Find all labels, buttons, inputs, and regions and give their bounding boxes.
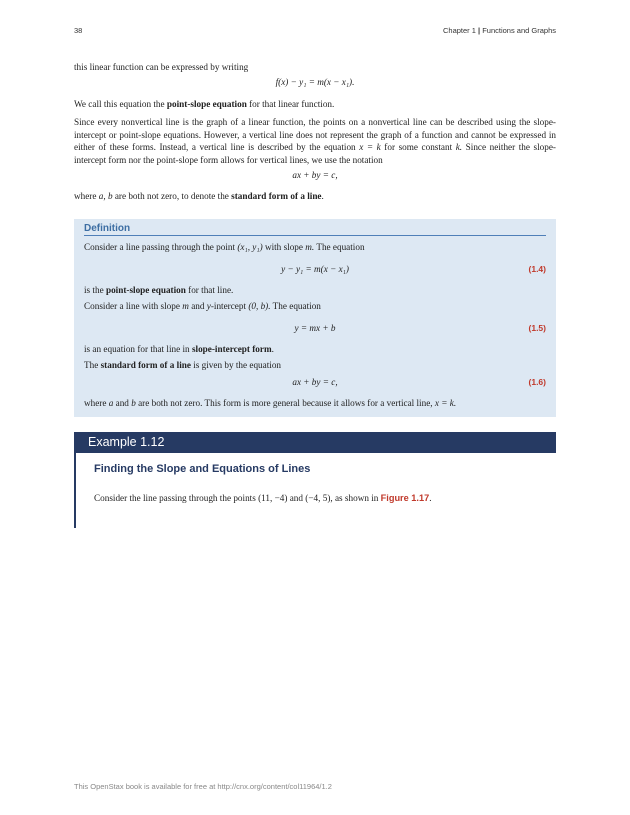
text: Consider a line with slope [84,301,183,311]
text: is the [84,285,106,295]
text: are both not zero, to denote the [112,191,232,201]
definition-equation [84,323,546,333]
text: for that line. [185,285,234,295]
text: . [429,493,432,503]
equation-number: (1.4) [528,264,546,274]
term-point-slope: point-slope equation [166,99,247,109]
text: Since every nonvertical line is the graph of a linear function, the points on a nonvertical line can be described using the slope-intercept or point-slope equations. However, a vertical line does not represent the graph of a function and cannot be expressed in either of these forms. Instead, a vertical line is described by the equation [74,117,556,152]
example-left-rule [74,453,76,528]
equation: y = mx + b [294,323,336,333]
text: for that linear function. [246,99,335,109]
term-standard-form: standard form of a line [231,191,322,201]
running-header [443,26,556,35]
equation-number: (1.5) [528,323,546,333]
math: (0, b). [248,301,271,311]
definition-line [84,285,546,295]
text: where [74,191,99,201]
math: m. [305,242,315,252]
text: The [84,360,101,370]
math: (x₁, y₁) [237,242,263,252]
header-separator: | [475,26,483,35]
math: a [108,398,114,408]
text: for some constant [380,142,456,152]
text: Consider a line passing through the point [84,242,238,252]
text: where [84,398,109,408]
paragraph-standard-form [74,190,556,203]
text: are both not zero. This form is more general because it allows for a vertical line, [135,398,435,408]
text: is an equation for that line in [84,344,192,354]
example-subtitle: Finding the Slope and Equations of Lines [94,463,311,475]
chapter-label: Chapter 1 [442,26,476,35]
chapter-title: Functions and Graphs [482,26,556,35]
definition-line [84,301,546,311]
math: x = k. [434,398,457,408]
paragraph-point-slope [74,98,556,111]
equation: ax + by = c, [292,377,338,387]
definition-line [84,360,546,370]
text: Since neither the slope-intercept form nor the point-slope form allows for vertical lines, we use the notation [74,142,556,165]
math: (−4, 5), [305,493,333,503]
intro-line [74,61,556,74]
text: . [321,191,324,201]
paragraph-vertical-line [74,116,556,166]
definition-equation [84,377,546,387]
math: x = k [359,142,381,152]
text: is given by the equation [190,360,282,370]
definition-box [74,219,556,417]
definition-equation [84,264,546,274]
example-label: Example 1.12 [88,435,165,449]
definition-title: Definition [84,223,546,236]
equation-point-slope: f(x) − y₁ = m(x − x₁). [275,77,355,87]
text: and [113,398,132,408]
text: Consider the line passing through the points [94,493,259,503]
math: b [131,398,136,408]
definition-line [84,344,546,354]
math: (11, −4) [258,493,288,503]
text: The equation [314,242,365,252]
intro-text: this linear function can be expressed by writing [74,62,249,72]
math: a, b [98,191,113,201]
text: and [188,301,207,311]
example-header [74,432,556,453]
term: standard form of a line [100,360,191,370]
equation-number: (1.6) [528,377,546,387]
text: We call this equation the [74,99,167,109]
math: k. [455,142,463,152]
math: y [206,301,211,311]
term: point-slope equation [105,285,186,295]
math: m [182,301,189,311]
figure-link[interactable]: Figure 1.17 [380,493,430,503]
text: The equation [270,301,321,311]
equation-standard: ax + by = c, [292,170,338,180]
definition-line [84,398,546,408]
footer-note: This OpenStax book is available for free at http://cnx.org/content/col11964/1.2 [74,782,332,791]
equation: y − y₁ = m(x − x₁) [281,264,349,274]
example-text [94,493,431,503]
text: with slope [262,242,306,252]
text: and [287,493,306,503]
term: slope-intercept form [191,344,272,354]
text: as shown in [332,493,381,503]
page-number: 38 [74,26,83,35]
text: -intercept [210,301,249,311]
text: . [271,344,274,354]
definition-line [84,242,546,252]
